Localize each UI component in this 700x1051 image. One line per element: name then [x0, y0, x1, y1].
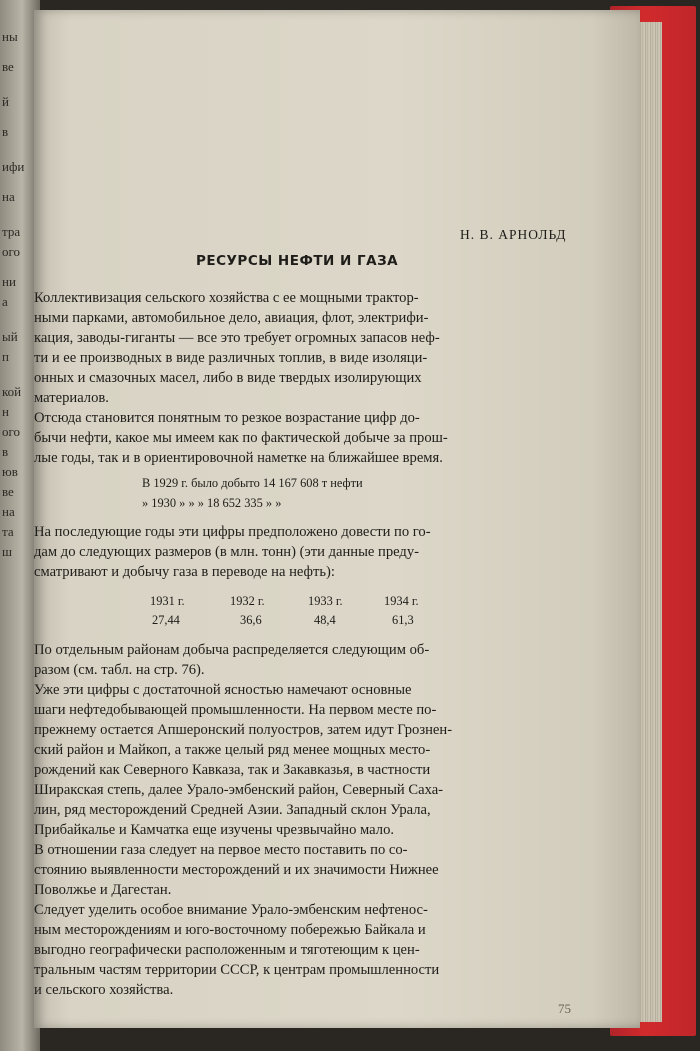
paragraph-line: Уже эти цифры с достаточной ясностью намечают основные [34, 682, 412, 698]
left-page-fragment: ого [2, 244, 21, 259]
paragraph-line: онных и смазочных масел, либо в виде твердых изолирующих [34, 370, 422, 386]
paragraph-line: лин, ряд месторождений Средней Азии. Западный склон Урала, [34, 802, 431, 818]
paragraph-line: Отсюда становится понятным то резкое возрастание цифр до- [34, 410, 420, 426]
left-page-fragment: ны [2, 29, 18, 44]
left-page-fragment: на [2, 189, 15, 204]
left-page-fragment: ш [2, 544, 13, 559]
left-page-fragment: в [2, 124, 9, 139]
left-page-fragment: ни [2, 274, 16, 289]
chapter-title: РЕСУРСЫ НЕФТИ И ГАЗА [196, 253, 399, 269]
forecast-year: 1934 г. [384, 594, 419, 608]
left-page-fragment: п [2, 349, 9, 364]
paragraph-line: лые годы, так и в ориентировочной наметке на ближайшее время. [34, 450, 443, 466]
paragraph-line: ными парками, автомобильное дело, авиация, флот, электрифи- [34, 310, 429, 326]
left-page-fragment: а [2, 294, 8, 309]
forecast-value: 61,3 [392, 613, 414, 627]
left-page-fragment: ве [2, 59, 14, 74]
paragraph-line: материалов. [34, 390, 109, 406]
paragraph-line: ным месторождениям и юго-восточному побережью Байкала и [34, 922, 426, 938]
forecast-value: 48,4 [314, 613, 336, 627]
forecast-value: 36,6 [240, 613, 262, 627]
paragraph-line: Следует уделить особое внимание Урало-эмбенским нефтенос- [34, 902, 428, 918]
paragraph-line: разом (см. табл. на стр. 76). [34, 662, 205, 678]
left-page-fragment: ифи [2, 159, 25, 174]
paragraph-line: рождений как Северного Кавказа, так и Закавказья, в частности [34, 762, 431, 778]
left-page-fragment: в [2, 444, 9, 459]
left-page-fragment: на [2, 504, 15, 519]
book-page [34, 10, 640, 1028]
left-page-fragment: тра [2, 224, 21, 239]
paragraph-line: шаги нефтедобывающей промышленности. На первом месте по- [34, 702, 437, 718]
forecast-year: 1933 г. [308, 594, 343, 608]
forecast-year: 1931 г. [150, 594, 185, 608]
paragraph-line: кация, заводы-гиганты — все это требует огромных запасов неф- [34, 330, 440, 346]
paragraph-line: По отдельным районам добыча распределяется следующим об- [34, 642, 430, 658]
paragraph-line: Прибайкалье и Камчатка еще изучены чрезвычайно мало. [34, 822, 395, 838]
paragraph-line: и сельского хозяйства. [34, 982, 174, 998]
paragraph-line: выгодно географически расположенным и тяготеющим к цен- [34, 942, 420, 958]
left-page-fragment: й [2, 94, 9, 109]
paragraph-line: Ширакская степь, далее Урало-эмбенский район, Северный Саха- [34, 782, 444, 798]
paragraph-line: ти и ее производных в виде различных топлив, в виде изоляци- [34, 350, 428, 366]
paragraph-line: Поволжье и Дагестан. [34, 882, 172, 898]
left-page-fragment: н [2, 404, 9, 419]
production-line: » 1930 » » » 18 652 335 » » [142, 496, 282, 510]
left-page-fragment: ве [2, 484, 14, 499]
forecast-value: 27,44 [152, 613, 180, 627]
left-page-fragment: кой [2, 384, 22, 399]
page-number: 75 [558, 1001, 571, 1016]
paragraph-line: стоянию выявленности месторождений и их значимости Нижнее [34, 862, 439, 878]
left-page-fragment: та [2, 524, 14, 539]
left-page-fragment: юв [2, 464, 18, 479]
paragraph-line: тральным частям территории СССР, к центрам промышленности [34, 962, 440, 978]
forecast-year: 1932 г. [230, 594, 265, 608]
production-line: В 1929 г. было добыто 14 167 608 т нефти [142, 476, 363, 490]
paragraph-line: дам до следующих размеров (в млн. тонн) (эти данные преду- [34, 544, 420, 560]
paragraph-line: сматривают и добычу газа в переводе на нефть): [34, 564, 335, 580]
paragraph-line: ский район и Майкоп, а также целый ряд менее мощных место- [34, 742, 431, 758]
author-name: Н. В. АРНОЛЬД [460, 227, 567, 242]
paragraph-line: Коллективизация сельского хозяйства с ее мощными трактор- [34, 290, 419, 306]
paragraph-line: В отношении газа следует на первое место поставить по со- [34, 842, 408, 858]
left-page-fragment: ый [2, 329, 18, 344]
paragraph-line: бычи нефти, какое мы имеем как по фактической добыче за прош- [34, 430, 448, 446]
paragraph-line: На последующие годы эти цифры предположено довести по го- [34, 524, 431, 540]
left-page-fragment: ого [2, 424, 21, 439]
paragraph-line: прежнему остается Апшеронский полуостров, затем идут Грознен- [34, 722, 453, 738]
